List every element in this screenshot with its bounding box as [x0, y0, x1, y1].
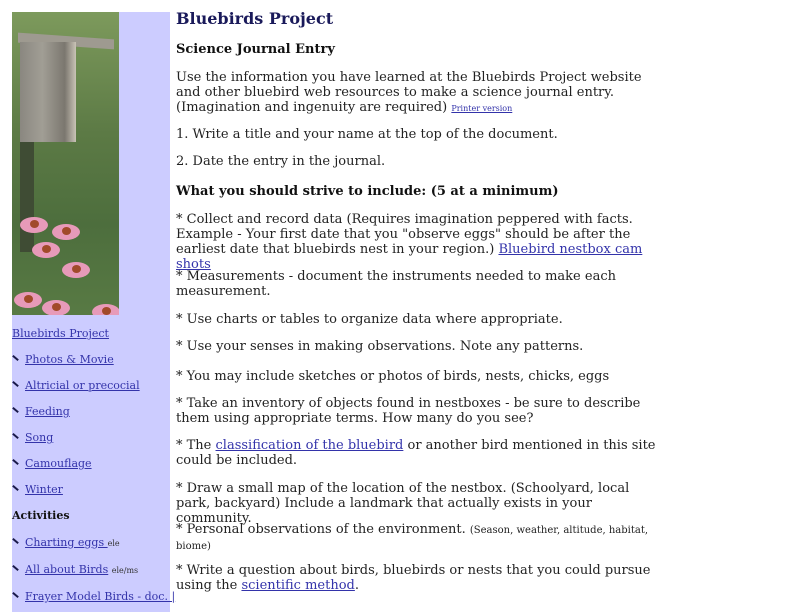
- photo-flower-shape: [42, 300, 70, 315]
- bullet-text: .: [354, 578, 360, 593]
- page-subtitle: Science Journal Entry: [176, 42, 335, 57]
- sidebar-item-altricial: [12, 379, 140, 392]
- bullet-question: [176, 563, 666, 593]
- activity-link[interactable]: All about Birds: [25, 563, 109, 576]
- classification-link[interactable]: classification of the bluebird: [215, 438, 404, 453]
- sidebar-item-photos: [12, 353, 114, 366]
- bullet-senses: * Use your senses in making observations. Note any patterns.: [176, 339, 584, 354]
- activity-item-frayer-model: [12, 590, 175, 603]
- grade-level-tag: ele: [107, 539, 120, 548]
- sidebar-item-camouflage: [12, 457, 92, 470]
- step-2: 2. Date the entry in the journal.: [176, 154, 386, 169]
- quill-bullet-icon: [12, 355, 19, 361]
- photo-flower-shape: [62, 262, 90, 278]
- activity-item-charting-eggs: [12, 536, 120, 549]
- photo-flower-shape: [14, 292, 42, 308]
- step-1: 1. Write a title and your name at the top of the document.: [176, 127, 558, 142]
- photo-flower-shape: [92, 304, 119, 315]
- photo-nestbox-shape: [20, 42, 76, 142]
- nestbox-cam-link[interactable]: Bluebird nestbox cam shots: [176, 242, 643, 272]
- photo-flower-shape: [32, 242, 60, 258]
- sidebar-link[interactable]: Winter: [25, 483, 63, 496]
- bullet-text: * Collect and record data (Requires imagination peppered with facts. Example - Your first date that you "observe eggs" should be after the earliest date that bluebirds nest in your region.): [176, 212, 633, 257]
- page-title: Bluebirds Project: [176, 9, 334, 28]
- bullet-observations: [176, 522, 666, 554]
- bullet-collect-data: [176, 212, 666, 272]
- photo-flower-shape: [52, 224, 80, 240]
- sidebar: [12, 12, 176, 612]
- intro-paragraph: [176, 70, 666, 116]
- bullet-measurements: * Measurements - document the instruments needed to make each measurement.: [176, 269, 616, 299]
- quill-bullet-icon: [12, 407, 19, 413]
- sidebar-link[interactable]: Camouflage: [25, 457, 92, 470]
- grade-level-tag: ele/ms: [111, 566, 139, 575]
- printer-version-link[interactable]: Printer version: [451, 104, 513, 113]
- quill-bullet-icon: [12, 459, 19, 465]
- bullet-text: * The: [176, 438, 216, 453]
- bullet-small-text: (Season, weather, altitude, habitat, biome): [176, 525, 649, 552]
- sidebar-link[interactable]: Song: [25, 431, 54, 444]
- bullet-text: or another bird mentioned in this site could be included.: [176, 438, 656, 468]
- scientific-method-link[interactable]: scientific method: [241, 578, 355, 593]
- sidebar-link[interactable]: Photos & Movie: [25, 353, 114, 366]
- nestbox-photo: [12, 12, 119, 315]
- sidebar-home-link[interactable]: Bluebirds Project: [12, 327, 109, 340]
- strive-heading: What you should strive to include: (5 at a minimum): [176, 184, 559, 199]
- activity-item-all-about-birds: [12, 563, 138, 576]
- quill-bullet-icon: [12, 485, 19, 491]
- photo-flower-shape: [20, 217, 48, 233]
- quill-bullet-icon: [12, 592, 19, 598]
- sidebar-link[interactable]: Altricial or precocial: [25, 379, 140, 392]
- quill-bullet-icon: [12, 433, 19, 439]
- quill-bullet-icon: [12, 381, 19, 387]
- bullet-classification: [176, 438, 666, 468]
- bullet-charts: * Use charts or tables to organize data where appropriate.: [176, 312, 563, 327]
- activity-link[interactable]: Charting eggs: [25, 536, 108, 549]
- sidebar-link[interactable]: Feeding: [25, 405, 70, 418]
- photo-post-shape: [20, 142, 34, 252]
- bullet-text: * Write a question about birds, bluebirds or nests that you could pursue using the: [176, 563, 651, 593]
- bullet-sketches: * You may include sketches or photos of birds, nests, chicks, eggs: [176, 369, 610, 384]
- quill-bullet-icon: [12, 565, 19, 571]
- bullet-inventory: * Take an inventory of objects found in nestboxes - be sure to describe them using appropriate terms. How many do you see?: [176, 396, 641, 426]
- bullet-text: * Personal observations of the environment.: [176, 522, 470, 537]
- intro-text: Use the information you have learned at the Bluebirds Project website and other bluebird web resources to make a science journal entry. (Imagination and ingenuity are required): [176, 70, 642, 115]
- sidebar-item-winter: [12, 483, 63, 496]
- sidebar-item-feeding: [12, 405, 70, 418]
- activities-heading: Activities: [12, 509, 70, 522]
- activity-link[interactable]: Frayer Model Birds - doc. |: [25, 590, 176, 603]
- bullet-map: * Draw a small map of the location of the nestbox. (Schoolyard, local park, backyard) Include a landmark that actually exists in your community.: [176, 481, 630, 526]
- quill-bullet-icon: [12, 538, 19, 544]
- sidebar-item-song: [12, 431, 53, 444]
